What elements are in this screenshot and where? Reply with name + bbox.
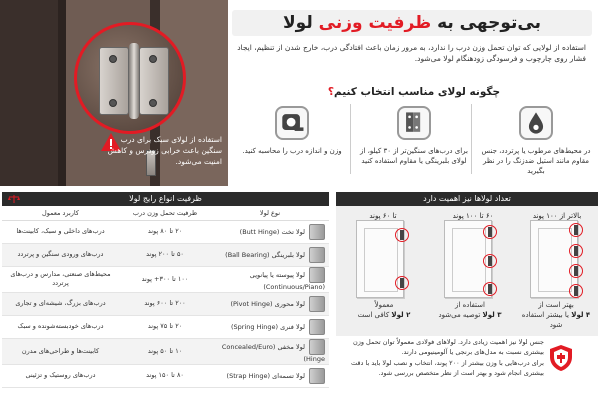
piano-hinge-icon — [309, 267, 325, 283]
note-paragraph: جنس لولا نیز اهمیت زیادی دارد. لولاهای فولادی معمولاً توان تحمل وزن بیشتری نسبت به مدل‌های برنجی یا آلومینیومی دارند. — [352, 338, 544, 356]
door-note-line: کافی است — [357, 311, 390, 319]
column-header-use: کاربرد معمول — [2, 207, 119, 220]
hinge-type: لولا مخفی (Concealed/Euro Hinge) — [221, 342, 325, 363]
door-four-hinges — [530, 220, 586, 300]
hinge-use: درب‌های روستیک و تزئینی — [2, 364, 119, 387]
water-drop-icon — [519, 106, 553, 140]
door-photo — [0, 0, 228, 186]
hinge-capacity: ۵۰ تا ۲۰۰ پوند — [119, 243, 211, 266]
hinge-knuckle — [129, 43, 139, 119]
door-note — [344, 300, 424, 320]
screw-icon — [149, 99, 157, 107]
door-note-line: توصیه می‌شود — [438, 311, 481, 319]
hinge-highlight — [569, 223, 583, 237]
page-title — [232, 10, 592, 36]
title-accent: ظرفیت وزنی — [318, 13, 432, 33]
title-pre: بی‌توجهی به — [437, 13, 541, 33]
capacity-table-title — [2, 192, 329, 206]
hinge-highlight — [395, 276, 409, 290]
how-to-choose-title — [228, 86, 600, 98]
hinge-zoom-circle — [74, 22, 186, 134]
door-note-count: ۴ لولا — [571, 311, 591, 319]
how-to-choose-text: چگونه لولای مناسب انتخاب کنیم — [333, 86, 501, 98]
door-weight-label: بالاتر از ۱۰۰ پوند — [532, 212, 582, 220]
intro-paragraph: استفاده از لولایی که توان تحمل وزن درب را ندارد، به مرور زمان باعث افتادگی درب، خارج شدن از تنظیم، ایجاد فشار روی چارچوب و فرسودگی زودهنگام لولا می‌شود. — [237, 43, 586, 63]
shield-icon — [548, 344, 574, 372]
door-note-line: استفاده از — [455, 301, 485, 309]
door-note — [516, 300, 596, 330]
hinge-type: لولا پیوسته یا پیانویی (Continuous/Piano) — [249, 270, 325, 291]
hinge-type: لولا محوری (Pivot Hinge) — [230, 299, 305, 308]
ball-bearing-hinge-icon — [309, 247, 325, 263]
hinge-capacity: ۱۰۰ تا ۳۰۰+ پوند — [119, 266, 211, 292]
table-row — [2, 292, 329, 315]
hinge-notes — [338, 338, 544, 380]
feature-heavy-door — [354, 102, 474, 166]
hinge-capacity: ۲۰ تا ۸۰ پوند — [119, 220, 211, 243]
table-row — [2, 220, 329, 243]
door-two-hinges — [356, 220, 412, 300]
title-post: لولا — [283, 13, 313, 33]
hinge-count-title: تعداد لولاها نیز اهمیت دارد — [336, 192, 598, 206]
hinge-capacity: ۲۰۰ تا ۶۰۰ پوند — [119, 292, 211, 315]
door-note-count: ۲ لولا — [391, 311, 411, 319]
hinge-use: درب‌های بزرگ، شیشه‌ای و تجاری — [2, 292, 119, 315]
pivot-hinge-icon — [309, 296, 325, 312]
screw-icon — [149, 55, 157, 63]
screw-icon — [109, 99, 117, 107]
hinge-use: درب‌های داخلی و سبک، کابینت‌ها — [2, 220, 119, 243]
hinge-icon — [397, 106, 431, 140]
capacity-table-title-text: ظرفیت انواع رایج لولا — [129, 194, 202, 203]
hinge-highlight — [483, 282, 497, 296]
strap-hinge-icon — [309, 368, 325, 384]
door-note-count: ۳ لولا — [482, 311, 502, 319]
feature-moisture — [476, 102, 596, 176]
hinge-type: لولا تسمه‌ای (Strap Hinge) — [226, 371, 305, 380]
warning-text: استفاده از لولای سبک برای درب سنگین باعث خرابی زودرس و کاهش امنیت می‌شود. — [107, 135, 222, 166]
feature-heavy-door-text: برای درب‌های سنگین‌تر از ۳۰ کیلو، از لولای بلبرینگی یا مقاوم استفاده کنید — [360, 147, 468, 165]
hinge-highlight — [569, 284, 583, 298]
table-row — [2, 338, 329, 364]
tape-measure-icon — [275, 106, 309, 140]
feature-measure-text: وزن و اندازه درب را محاسبه کنید. — [242, 147, 342, 155]
hinge-capacity: ۸۰ تا ۱۵۰ پوند — [119, 364, 211, 387]
hinge-highlight — [483, 254, 497, 268]
question-mark: ؟ — [327, 86, 334, 98]
scale-icon — [8, 194, 20, 204]
table-row — [2, 243, 329, 266]
hinge-highlight — [569, 264, 583, 278]
door-note-line: یا بیشتر استفاده شود — [521, 311, 569, 329]
note-paragraph: برای درب‌هایی با وزن بیشتر از ۲۰۰ پوند، انتخاب و نصب لولا باید با دقت بیشتری انجام شود و بهتر است از نظر متخصص بررسی شود. — [351, 359, 544, 377]
column-header-capacity: ظرفیت تحمل وزن درب — [119, 207, 211, 220]
feature-measure — [232, 102, 352, 156]
feature-moisture-text: در محیط‌های مرطوب یا پرتردد، جنس مقاوم مانند استیل ضدزنگ را در نظر بگیرید — [481, 147, 591, 175]
hinge-highlight — [395, 228, 409, 242]
door-note — [430, 300, 510, 320]
hinge-type: لولا بلبرینگی (Ball Bearing) — [225, 250, 305, 259]
table-row — [2, 364, 329, 387]
hinge-highlight — [483, 225, 497, 239]
hinge-highlight — [569, 244, 583, 258]
column-header-type: نوع لولا — [211, 207, 329, 220]
door-three-hinges — [444, 220, 500, 300]
hinge-use: کابینت‌ها و طراحی‌های مدرن — [2, 338, 119, 364]
spring-hinge-icon — [309, 319, 325, 335]
door-frame — [58, 0, 66, 186]
hinge-capacity: ۲۰ تا ۷۵ پوند — [119, 315, 211, 338]
hinge-use: درب‌های خودبسته‌شونده و سبک — [2, 315, 119, 338]
door-note-line: بهتر است از — [538, 301, 574, 309]
concealed-hinge-icon — [309, 339, 325, 355]
butt-hinge-icon — [309, 224, 325, 240]
hinge-use: محیط‌های صنعتی، مدارس و درب‌های پرتردد — [2, 266, 119, 292]
door-weight-label: ۶۰ تا ۱۰۰ پوند — [452, 212, 494, 220]
door-weight-label: تا ۶۰ پوند — [369, 212, 397, 220]
table-row — [2, 266, 329, 292]
hinge-use: درب‌های ورودی سنگین و پرتردد — [2, 243, 119, 266]
hinge-type: لولا تخت (Butt Hinge) — [239, 227, 305, 236]
hinge-type: لولا فنری (Spring Hinge) — [231, 322, 305, 331]
screw-icon — [109, 55, 117, 63]
capacity-table — [2, 207, 329, 388]
door-note-line: معمولاً — [374, 301, 394, 309]
hinge-capacity: ۱۰ تا ۵۰ پوند — [119, 338, 211, 364]
table-row — [2, 315, 329, 338]
